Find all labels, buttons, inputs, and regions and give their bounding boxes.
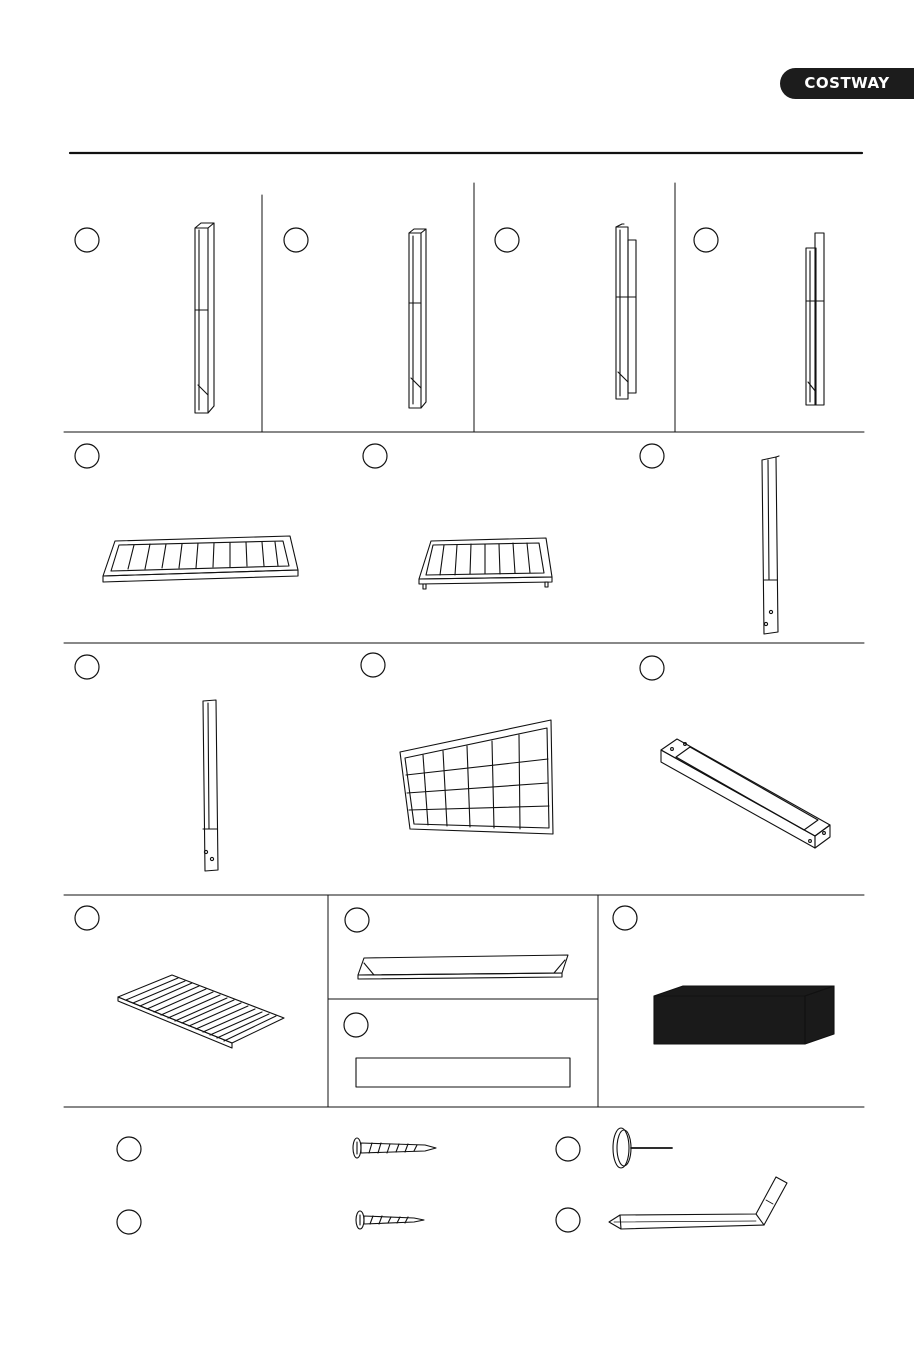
- grid-frame-illustration: [400, 720, 553, 834]
- part-circle: [495, 228, 519, 252]
- brand-logo: COSTWAY: [780, 68, 914, 99]
- post-illustration: [806, 233, 824, 405]
- part-circle: [556, 1137, 580, 1161]
- part-circle: [75, 228, 99, 252]
- part-circle: [361, 653, 385, 677]
- part-circle: [117, 1137, 141, 1161]
- part-circle: [613, 906, 637, 930]
- post-illustration: [409, 229, 426, 408]
- part-circle: [75, 444, 99, 468]
- footboard-panel-illustration: [419, 538, 552, 589]
- rail-post-illustration: [203, 700, 218, 871]
- post-illustration: [195, 223, 214, 413]
- headboard-panel-illustration: [103, 536, 298, 582]
- short-screw-illustration: [356, 1211, 424, 1229]
- long-screw-illustration: [353, 1138, 436, 1158]
- side-post-illustration: [762, 456, 779, 634]
- part-circle: [117, 1210, 141, 1234]
- part-circle: [284, 228, 308, 252]
- part-circle: [75, 906, 99, 930]
- grid-lines: [64, 183, 864, 1107]
- slat-set-illustration: [118, 975, 284, 1048]
- board-illustration: [358, 955, 568, 979]
- part-circle: [75, 655, 99, 679]
- part-circle: [344, 1013, 368, 1037]
- part-circle: [345, 908, 369, 932]
- part-number-circles: [75, 228, 718, 1234]
- allen-wrench-illustration: [609, 1177, 787, 1229]
- box-illustration: [654, 986, 834, 1044]
- flat-panel-illustration: [356, 1058, 570, 1087]
- part-circle: [556, 1208, 580, 1232]
- nail-illustration: [613, 1128, 672, 1168]
- part-circle: [640, 656, 664, 680]
- part-circle: [640, 444, 664, 468]
- beam-illustration: [661, 739, 830, 848]
- part-circle: [363, 444, 387, 468]
- post-illustration: [616, 224, 636, 399]
- part-circle: [694, 228, 718, 252]
